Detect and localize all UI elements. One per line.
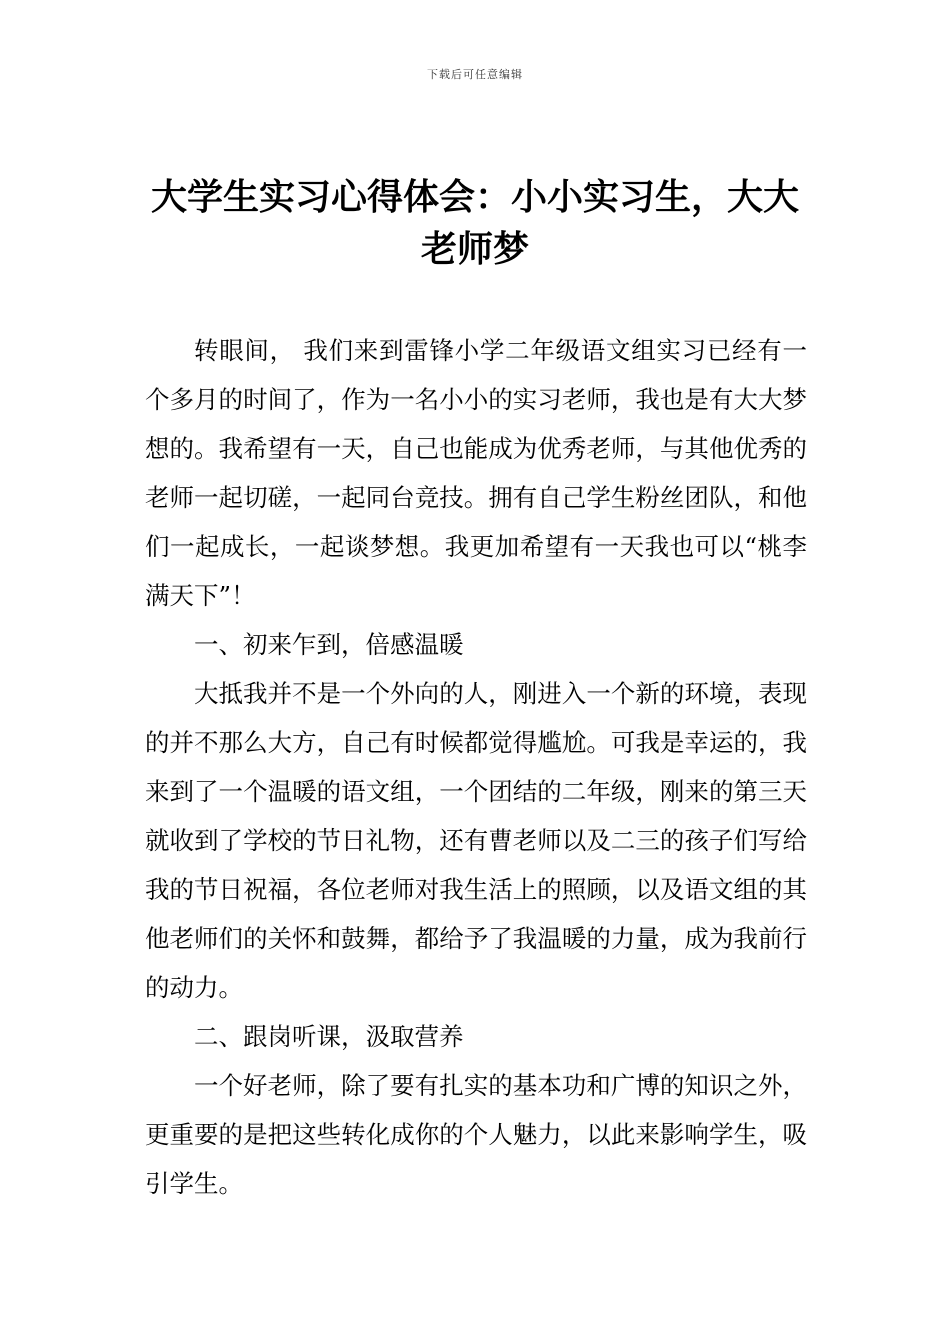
section-heading-1: 一、初来乍到，倍感温暖 bbox=[194, 630, 464, 659]
header-note: 下载后可任意编辑 bbox=[427, 68, 523, 81]
paragraph-section-2: 一个好老师，除了要有扎实的基本功和广博的知识之外，更重要的是把这些转化成你的个人魅力，以此来影响学生，吸引学生。 bbox=[145, 1071, 807, 1198]
paragraph-intro: 转眼间， 我们来到雷锋小学二年级语文组实习已经有一个多月的时间了，作为一名小小的实习老师，我也是有大大梦想的。我希望有一天，自己也能成为优秀老师，与其他优秀的老师一起切磋，一起同台竞技。拥有自己学生粉丝团队，和他们一起成长，一起谈梦想。我更加希望有一天我也可以“桃李满天下”！ bbox=[145, 336, 807, 610]
paragraph-section-1: 大抵我并不是一个外向的人，刚进入一个新的环境，表现的并不那么大方，自己有时候都觉得尴尬。可我是幸运的，我来到了一个温暖的语文组，一个团结的二年级，刚来的第三天就收到了学校的节日礼物，还有曹老师以及二三的孩子们写给我的节日祝福，各位老师对我生活上的照顾，以及语文组的其他老师们的关怀和鼓舞，都给予了我温暖的力量，成为我前行的动力。 bbox=[145, 679, 807, 1002]
document-body bbox=[145, 326, 807, 1208]
section-heading-2: 二、跟岗听课，汲取营养 bbox=[194, 1022, 464, 1051]
document-title: 大学生实习心得体会：小小实习生，大大老师梦 bbox=[150, 177, 799, 270]
